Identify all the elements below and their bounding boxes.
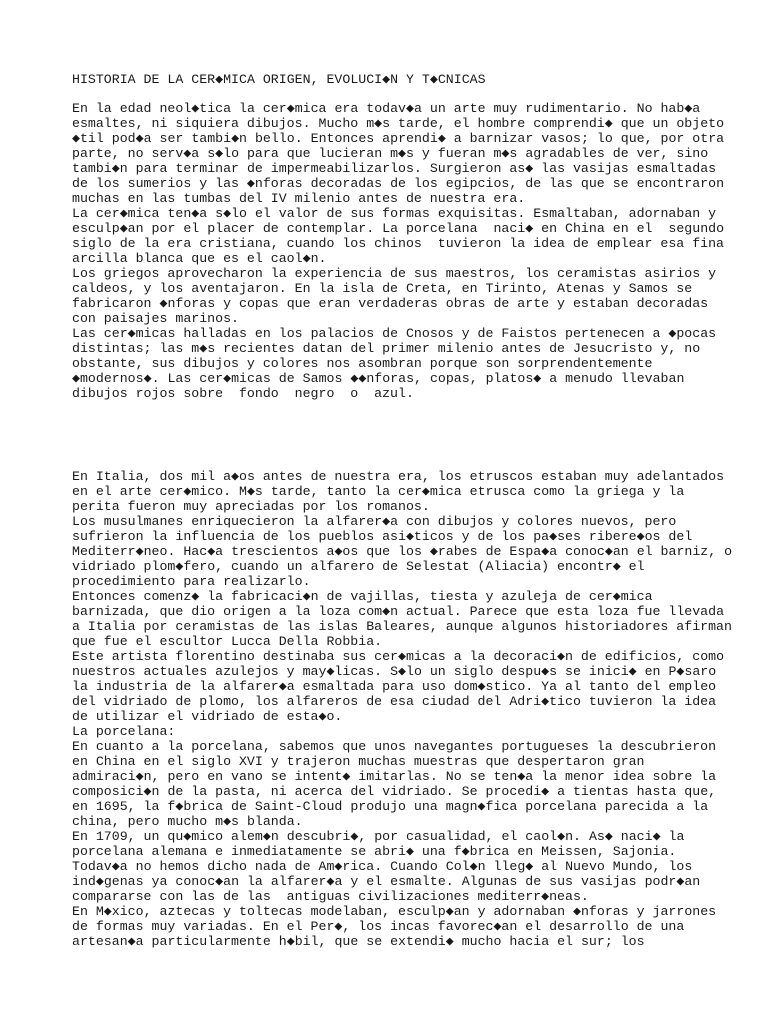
document-title: HISTORIA DE LA CER◆MICA ORIGEN, EVOLUCI◆N Y T◆CNICAS	[72, 72, 486, 87]
body-section-2: En Italia, dos mil a◆os antes de nuestra era, los etruscos estaban muy adelantados en el arte cer◆mico. M◆s tarde, tanto la cer◆mica etrusca como la griega y la perita fueron muy apreciadas por los romanos. Los musulmanes enriquecieron la alfarer◆a con dibujos y colores nuevos, pero sufrieron la influencia de los pueblos asi◆ticos y de los pa◆ses ribere◆os del Mediterr◆neo. Hac◆a trescientos a◆os que los ◆rabes de Espa◆a conoc◆an el barniz, o vidriado plom◆fero, cuando un alfarero de Selestat (Aliacia) encontr◆ el procedimiento para realizarlo. Entonces comenz◆ la fabricaci◆n de vajillas, tiesta y azuleja de cer◆mica barnizada, que dio origen a la loza com◆n actual. Parece que esta loza fue llevada a Italia por ceramistas de las islas Baleares, aunque algunos historiadores afirman que fue el escultor Lucca Della Robbia. Este artista florentino destinaba sus cer◆micas a la decoraci◆n de edificios, como nuestros actuales azulejos y may◆licas. S◆lo un siglo despu◆s se inici◆ en P◆saro la industria de la alfarer◆a esmaltada para uso dom◆stico. Ya al tanto del empleo del vidriado de plomo, los alfareros de esa ciudad del Adri◆tico tuvieron la idea de utilizar el vidriado de esta◆o. La porcelana: En cuanto a la porcelana, sabemos que unos navegantes portugueses la descubrieron en China en el siglo XVI y trajeron muchas muestras que despertaron gran admiraci◆n, pero en vano se intent◆ imitarlas. No se ten◆a la menor idea sobre la composici◆n de la pasta, ni acerca del vidriado. Se procedi◆ a tientas hasta que, en 1695, la f◆brica de Saint-Cloud produjo una magn◆fica porcelana parecida a la china, pero mucho m◆s blanda. En 1709, un qu◆mico alem◆n descubri◆, por casualidad, el caol◆n. As◆ naci◆ la porcelana alemana e inmediatamente se abri◆ una f◆brica en Meissen, Sajonia. Todav◆a no hemos dicho nada de Am◆rica. Cuando Col◆n lleg◆ al Nuevo Mundo, los ind◆genas ya conoc◆an la alfarer◆a y el esmalte. Algunas de sus vasijas podr◆an compararse con las de las antiguas civilizaciones mediterr◆neas. En M◆xico, aztecas y toltecas modelaban, esculp◆an y adornaban ◆nforas y jarrones de formas muy variadas. En el Per◆, los incas favorec◆an el desarrollo de una artesan◆a particularmente h◆bil, que se extendi◆ mucho hacia el sur; los	[72, 469, 733, 949]
body-section-1: En la edad neol◆tica la cer◆mica era todav◆a un arte muy rudimentario. No hab◆a esmaltes, ni siquiera dibujos. Mucho m◆s tarde, el hombre comprendi◆ que un objeto ◆til pod◆a ser tambi◆n bello. Entonces aprendi◆ a barnizar vasos; lo que, por otra parte, no serv◆a s◆lo para que lucieran m◆s y fueran m◆s agradables de ver, sino tambi◆n para terminar de impermeabilizarlos. Surgieron as◆ las vasijas esmaltadas de los sumerios y las ◆nforas decoradas de los egipcios, de las que se encontraron muchas en las tumbas del IV milenio antes de nuestra era. La cer◆mica ten◆a s◆lo el valor de sus formas exquisitas. Esmaltaban, adornaban y esculp◆an por el placer de contemplar. La porcelana naci◆ en China en el segundo siglo de la era cristiana, cuando los chinos tuvieron la idea de emplear esa fina arcilla blanca que es el caol◆n. Los griegos aprovecharon la experiencia de sus maestros, los ceramistas asirios y caldeos, y los aventajaron. En la isla de Creta, en Tirinto, Atenas y Samos se fabricaron ◆nforas y copas que eran verdaderas obras de arte y estaban decoradas con paisajes marinos. Las cer◆micas halladas en los palacios de Cnosos y de Faistos pertenecen a ◆pocas distintas; las m◆s recientes datan del primer milenio antes de Jesucristo y, no obstante, sus dibujos y colores nos asombran porque son sorprendentemente ◆modernos◆. Las cer◆micas de Samos ◆◆nforas, copas, platos◆ a menudo llevaban dibujos rojos sobre fondo negro o azul.	[72, 101, 725, 401]
